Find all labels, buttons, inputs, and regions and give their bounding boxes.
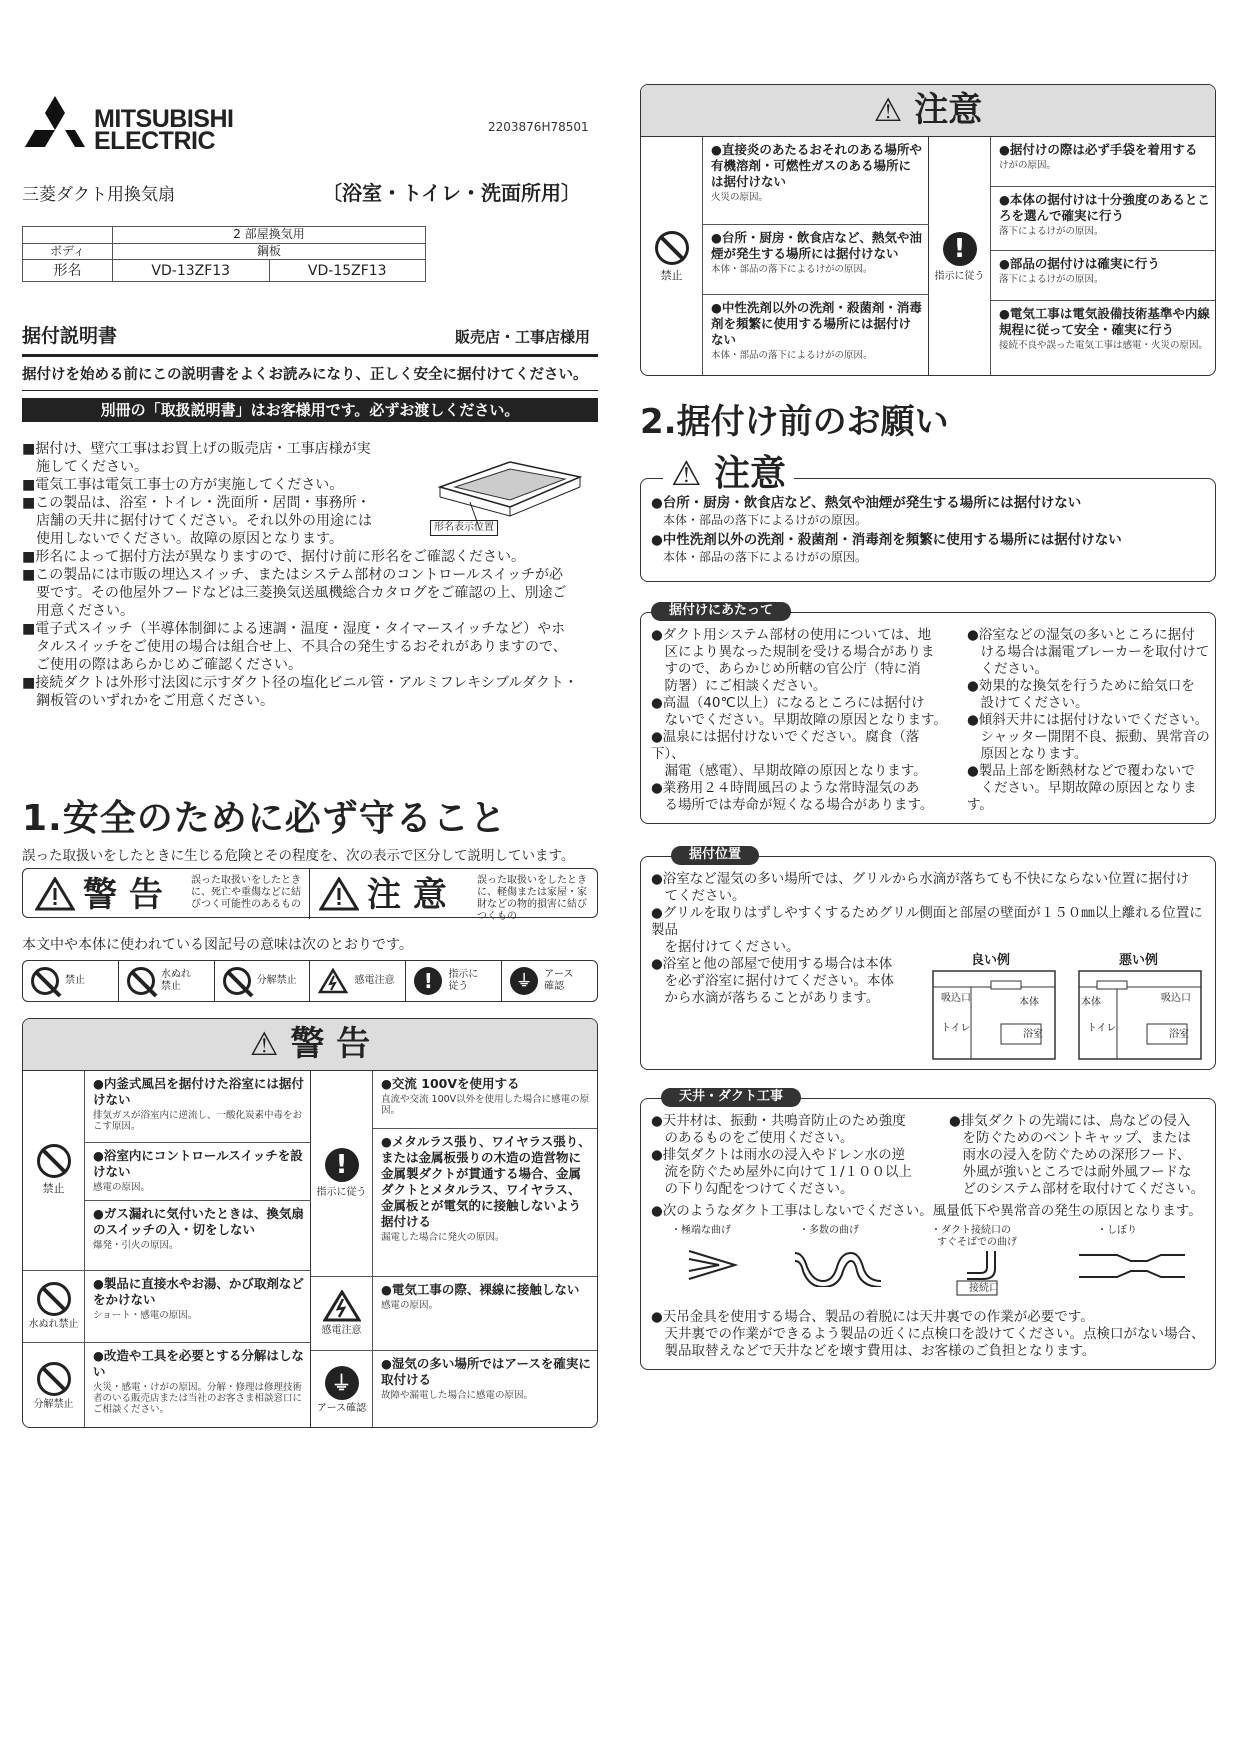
bullet: ■接続ダクトは外形寸法図に示すダクト径の塩化ビニル管・アルミフレキシブルダクト・ <box>22 675 578 691</box>
ceiling-line: 外風が強いところでは耐外風フードな <box>949 1164 1192 1180</box>
caution-panel-title: 注意 <box>914 90 983 130</box>
icon-label: 禁止 <box>660 268 683 282</box>
before-item: ●台所・厨房・飲食店など、熱気や油煙が発生する場所には据付けない 本体・部品の落下によるけがの原因。 <box>651 495 1082 527</box>
note-line: ●高温（40℃以上）になるところには据付け <box>651 695 925 711</box>
bullet: ■電気工事は電気工事士の方が実施してください。 <box>22 477 344 493</box>
note-line: ないでください。早期故障の原因となります。 <box>651 712 947 728</box>
legend-divider <box>309 869 310 919</box>
warning-left-col <box>23 1071 311 1428</box>
ceiling-line: 雨水の浸入を防ぐための深形フード、 <box>949 1147 1191 1163</box>
note-line: 漏電（感電）、早期故障の原因となります。 <box>651 763 927 779</box>
bullet: ■この製品は、浴室・トイレ・洗面所・居間・事務所・ <box>22 495 371 511</box>
exclamation-icon: ! <box>943 232 977 266</box>
caution-item: ●本体の据付けは十分強度のあるところを選んで確実に行う 落下によるけがの原因。 <box>991 187 1216 251</box>
prohibit-icon-cell <box>23 1071 85 1271</box>
warning-item: ●メタルラス張り、ワイヤラス張り、または金属板張りの木造の造営物に金属製ダクトが貫通する場合、金属ダクトとメタルラス、ワイヤラス、金属板とが電気的に接触しないよう据付ける 漏電した場合に発火の原因。 <box>373 1129 598 1277</box>
symbol-no-water <box>119 961 215 1001</box>
symbol-label: 水ぬれ禁止 <box>160 969 191 992</box>
warning-right-col <box>311 1071 598 1428</box>
caution-item: ●直接炎のあたるおそれのある場所や有機溶剤・可燃性ガスのある場所には据付けない 火災の原因。 <box>703 137 929 225</box>
warning-legend <box>22 868 598 922</box>
position-tag: 据付位置 <box>671 846 759 865</box>
duct-label: ・ダクト接続口の <box>931 1225 1011 1236</box>
shock-icon-cell <box>311 1277 373 1351</box>
prohibit-icon-cell <box>641 137 703 376</box>
ceiling-line: の下り勾配をつけてください。 <box>651 1181 854 1197</box>
notes-box <box>640 603 1216 824</box>
ceiling-line: 流を防ぐため屋外に向けて１/１００以上 <box>651 1164 913 1180</box>
body-label <box>23 227 113 244</box>
bullet: 要です。その他屋外フードなどは三菱換気送風機総合カタログをご確認の上、別途ご <box>22 585 567 601</box>
duct-label: ・多数の曲げ <box>799 1225 859 1236</box>
note-line: 原因となります。 <box>967 746 1088 762</box>
notes-tag: 据付けにあたって <box>651 602 791 621</box>
no-disassemble-icon <box>37 1362 71 1396</box>
caution-word: 注 意 <box>367 875 447 915</box>
position-line: ●浴室など湿気の多い場所では、グリルから水滴が落ちても不快にならない位置に据付け <box>651 871 1190 887</box>
note-line: ●浴室などの湿気の多いところに据付 <box>967 627 1195 643</box>
note-line: 設けてください。 <box>967 695 1089 711</box>
warning-desc: 誤った取扱いをしたときに、死亡や重傷などに結びつく可能性のあるもの <box>191 875 301 910</box>
electric-shock-icon <box>318 968 348 994</box>
duct-label: ・しぼり <box>1097 1225 1137 1236</box>
install-title: 据付説明書 <box>22 325 118 347</box>
prohibit-icon <box>37 1144 71 1178</box>
warning-item: ●ガス漏れに気付いたときは、換気扇のスイッチの入・切をしない 爆発・引火の原因。 <box>85 1201 311 1271</box>
ceiling-box <box>640 1089 1216 1370</box>
warning-item: ●浴室内にコントロールスイッチを設けない 感電の原因。 <box>85 1143 311 1201</box>
no-disassemble-icon-cell <box>23 1343 85 1428</box>
install-intro: 据付けを始める前にこの説明書をよくお読みになり、正しく安全に据付けてください。 <box>22 367 588 383</box>
icon-label: アース確認 <box>316 1402 367 1414</box>
position-line: から水滴が落ちることがあります。 <box>651 990 880 1006</box>
icon-label: 指示に従う <box>316 1187 367 1198</box>
ceiling-line: ●天井材は、振動・共鳴音防止のため強度 <box>651 1113 906 1129</box>
caution-title-text: 注意 <box>714 453 787 494</box>
fig-bath-label: 浴室 <box>1023 1029 1043 1040</box>
fig-vent-label: 吸込口 <box>1161 993 1191 1004</box>
section1-heading: 1.安全のために必ず守ること <box>22 798 507 839</box>
bad-example-label: 悪い例 <box>1119 953 1159 968</box>
position-line: てください。 <box>651 888 746 904</box>
no-water-icon <box>127 967 155 995</box>
warning-item: ●内釜式風呂を据付けた浴室には据付けない 排気ガスが浴室内に逆流し、一酸化炭素中毒をおこす原因。 <box>85 1071 311 1143</box>
ceiling-line: 製品取替えなどで天井などを壊す費用は、お客様のご負担となります。 <box>651 1343 1096 1359</box>
no-disassemble-icon <box>223 967 251 995</box>
warning-panel-header: ⚠ 警 告 <box>23 1019 597 1071</box>
instruction-icon-cell <box>311 1071 373 1277</box>
caution-triangle-icon: ⚠ <box>671 454 702 494</box>
icon-label: 禁止 <box>42 1182 65 1196</box>
ground-icon: ⏚ <box>325 1366 359 1400</box>
sharp-bend-icon <box>685 1247 745 1283</box>
symbol-label: 分解禁止 <box>256 975 297 986</box>
icon-label: 感電注意 <box>321 1325 362 1336</box>
warning-item: ●製品に直接水やお湯、かび取剤などをかけない ショート・感電の原因。 <box>85 1271 311 1343</box>
warning-word: 警 告 <box>83 875 163 915</box>
prohibit-icon <box>31 967 59 995</box>
model-table <box>22 226 426 282</box>
note-line: ける場合は漏電ブレーカーを取付けて <box>967 644 1210 660</box>
fig-body-label: 本体 <box>1081 997 1101 1008</box>
row1-label: 2 部屋換気用 <box>113 227 426 244</box>
caution-right-col <box>929 137 1216 376</box>
note-line: 区により異なった規制を受ける場合がありま <box>651 644 935 660</box>
ground-icon-cell <box>311 1351 373 1428</box>
install-audience: 販売店・工事店様用 <box>455 328 591 346</box>
bullet: タルスイッチをご使用の場合は組合せ上、不具合の発生するおそれがありますので、 <box>22 639 567 655</box>
caution-panel <box>640 84 1216 376</box>
ceiling-line: のあるものをご使用ください。 <box>651 1130 854 1146</box>
symbols-intro: 本文中や本体に使われている図記号の意味は次のとおりです。 <box>22 937 413 953</box>
warning-item: ●湿気の多い場所ではアースを確実に取付ける 故障や漏電した場合に感電の原因。 <box>381 1356 591 1401</box>
ceiling-tag: 天井・ダクト工事 <box>661 1088 801 1107</box>
ground-icon: ⏚ <box>510 967 538 995</box>
duct-label: ・極端な曲げ <box>671 1225 731 1236</box>
no-water-icon-cell <box>23 1271 85 1343</box>
symbol-ground <box>502 961 597 1001</box>
body-label: ボディ <box>23 243 113 260</box>
fig-bath-label: 浴室 <box>1169 1029 1189 1040</box>
bullet: 鋼板管のいずれかをご用意ください。 <box>22 693 274 709</box>
notice-bar: 別冊の「取扱説明書」はお客様用です。必ずお渡しください。 <box>22 398 598 422</box>
position-line: ●浴室と他の部屋で使用する場合は本体 <box>651 956 893 972</box>
bullet: 使用しないでください。故障の原因となります。 <box>22 531 343 547</box>
note-line: ください。 <box>967 661 1048 677</box>
caution-desc: 誤った取扱いをしたときに、軽傷または家屋・家財などの物的損害に結びつくもの <box>477 875 587 922</box>
icon-label: 分解禁止 <box>33 1398 74 1410</box>
bullet: ■電子式スイッチ（半導体制御による速調・温度・湿度・タイマースイッチなど）やホ <box>22 621 566 637</box>
fig-vent-label: 吸込口 <box>941 993 971 1004</box>
exclamation-icon: ! <box>325 1148 359 1182</box>
doc-number: 2203876H78501 <box>488 120 589 134</box>
caution-item: ●据付けの際は必ず手袋を着用する けがの原因。 <box>991 137 1216 187</box>
divider <box>22 354 598 357</box>
duct-label: すぐそばでの曲げ <box>937 1237 1017 1248</box>
note-line: ●傾斜天井には据付けないでください。 <box>967 712 1209 728</box>
three-diamonds-icon <box>22 96 88 154</box>
ceiling-line: ●次のようなダクト工事はしないでください。風量低下や異常音の発生の原因となります。 <box>651 1203 1202 1219</box>
symbol-no-disassemble <box>215 961 311 1001</box>
position-box <box>640 847 1216 1070</box>
figure-label: 形名表示位置 <box>430 520 498 536</box>
constriction-icon <box>1077 1251 1187 1281</box>
good-example-figure <box>931 969 1057 1061</box>
symbol-label: アース確認 <box>544 969 574 992</box>
multi-bend-icon <box>793 1247 883 1287</box>
caution-triangle-icon <box>319 877 359 911</box>
warning-panel-title: 警 告 <box>290 1024 371 1064</box>
ceiling-line: ●天吊金具を使用する場合、製品の着脱には天井裏での作業が必要です。 <box>651 1309 1094 1325</box>
icon-label: 水ぬれ禁止 <box>28 1319 79 1330</box>
instruction-icon-cell <box>929 137 991 376</box>
note-line: ●効果的な換気を行うために給気口を <box>967 678 1195 694</box>
symbol-label: 指示に従う <box>448 969 479 992</box>
ceiling-line: 天井裏での作業ができるよう製品の近くに点検口を設けてください。点検口がない場合、 <box>651 1326 1205 1342</box>
fig-toilet-label: トイレ <box>1087 1023 1117 1034</box>
bullet: ■据付け、壁穴工事はお買上げの販売店・工事店様が実 <box>22 441 371 457</box>
no-water-icon <box>37 1282 71 1316</box>
electric-shock-icon <box>323 1290 361 1322</box>
note-line: ●製品上部を断熱材などで覆わないで <box>967 763 1195 779</box>
safety-intro: 誤った取扱いをしたときに生じる危険とその程度を、次の表示で区分して説明しています。 <box>22 848 575 864</box>
warning-item: ●改造や工具を必要とする分解はしない 火災・感電・けがの原因。分解・修理は修理技術者のいる販売店または当社のお客さま相談窓口にご相談ください。 <box>93 1348 304 1415</box>
fig-body-label: 本体 <box>1019 997 1039 1008</box>
note-line: ●業務用２４時間風呂のような常時湿気のあ <box>651 780 920 796</box>
note-line: ください。早期故障の原因となります。 <box>967 780 1197 813</box>
usage-label: 〔浴室・トイレ・洗面所用〕 <box>322 181 581 205</box>
icon-label: 指示に従う <box>934 270 985 282</box>
bullet: ■形名によって据付方法が異なりますので、据付け前に形名をご確認ください。 <box>22 549 525 565</box>
symbol-label: 禁止 <box>65 975 85 986</box>
caution-item: ●中性洗剤以外の洗剤・殺菌剤・消毒剤を頻繁に使用する場所には据付けない 本体・部品の落下によるけがの原因。 <box>711 300 922 361</box>
note-line: る場所では寿命が短くなる場合があります。 <box>651 797 934 813</box>
caution-panel-header: ⚠ 注意 <box>641 85 1215 137</box>
divider <box>22 390 598 391</box>
before-item: ●中性洗剤以外の洗剤・殺菌剤・消毒剤を頻繁に使用する場所には据付けない 本体・部品の落下によるけがの原因。 <box>651 532 1122 564</box>
bullet: ■この製品には市販の埋込スイッチ、またはシステム部材のコントロールスイッチが必 <box>22 567 564 583</box>
ceiling-line: ●排気ダクトの先端には、鳥などの侵入 <box>949 1113 1191 1129</box>
note-line: すので、あらかじめ所轄の官公庁（特に消 <box>651 661 921 677</box>
fig-toilet-label: トイレ <box>941 1023 971 1034</box>
product-line: 三菱ダクト用換気扇 <box>22 185 175 205</box>
symbol-label: 感電注意 <box>354 975 395 986</box>
brand-line1: MITSUBISHI <box>94 105 234 133</box>
position-line: を据付けてください。 <box>651 939 800 955</box>
prohibit-icon <box>655 231 689 265</box>
caution-item: ●部品の据付けは確実に行う 落下によるけがの原因。 <box>991 251 1216 301</box>
model1: VD-13ZF13 <box>113 260 270 282</box>
section2-heading: 2.据付け前のお願い <box>640 402 949 442</box>
before-caution-title <box>663 451 794 498</box>
warning-triangle-icon <box>35 877 75 911</box>
brand-name <box>94 105 234 155</box>
port-label: 接続口 <box>969 1283 999 1294</box>
bullet: 用意ください。 <box>22 603 134 619</box>
note-line: ●温泉には据付けないでください。腐食（落下）、 <box>651 729 920 762</box>
bullet: 店舗の天井に据付けてください。それ以外の用途には <box>22 513 372 529</box>
caution-item: ●電気工事は電気設備技術基準や内線規程に従って安全・確実に行う 接続不良や誤った電気工事は感電・火災の原因。 <box>999 306 1210 351</box>
ceiling-line: どのシステム部材を取付けてください。 <box>949 1181 1205 1197</box>
note-line: 防署）にご相談ください。 <box>651 678 827 694</box>
position-line: を必ず浴室に据付けてください。本体 <box>651 973 894 989</box>
mitsubishi-logo <box>22 96 88 154</box>
note-line: シャッター開閉不良、振動、異常音の <box>967 729 1210 745</box>
symbol-shock <box>310 961 406 1001</box>
symbol-legend <box>22 960 598 1002</box>
before-caution-box <box>640 453 1216 582</box>
note-line: ●ダクト用システム部材の使用については、地 <box>651 627 932 643</box>
warning-panel <box>22 1018 598 1428</box>
bullet: ご使用の際はあらかじめご確認ください。 <box>22 657 302 673</box>
position-line: ●グリルを取りはずしやすくするためグリル側面と部屋の壁面が１５０㎜以上離れる位置に製品 <box>651 905 1203 938</box>
caution-item: ●台所・厨房・飲食店など、熱気や油煙が発生する場所には据付けない 本体・部品の落下によるけがの原因。 <box>703 225 929 295</box>
warning-item: ●電気工事の際、裸線に接触しない 感電の原因。 <box>373 1277 598 1351</box>
caution-left-col <box>641 137 929 376</box>
good-example-label: 良い例 <box>971 953 1011 968</box>
ceiling-line: を防ぐためのベントキャップ、または <box>949 1130 1191 1146</box>
model-label: 形名 <box>23 260 113 282</box>
model2: VD-15ZF13 <box>269 260 426 282</box>
bad-example-figure <box>1077 969 1203 1061</box>
exclamation-icon: ! <box>414 967 442 995</box>
ceiling-line: ●排気ダクトは雨水の浸入やドレン水の逆 <box>651 1147 906 1163</box>
body-value: 鋼板 <box>113 243 426 260</box>
brand-line2: ELECTRIC <box>94 127 215 155</box>
bullet: 施してください。 <box>22 459 148 475</box>
symbol-prohibit <box>23 961 119 1001</box>
warning-item: ●交流 100Vを使用する 直流や交流 100V以外を使用した場合に感電の原因。 <box>373 1071 598 1129</box>
symbol-instruction <box>406 961 502 1001</box>
